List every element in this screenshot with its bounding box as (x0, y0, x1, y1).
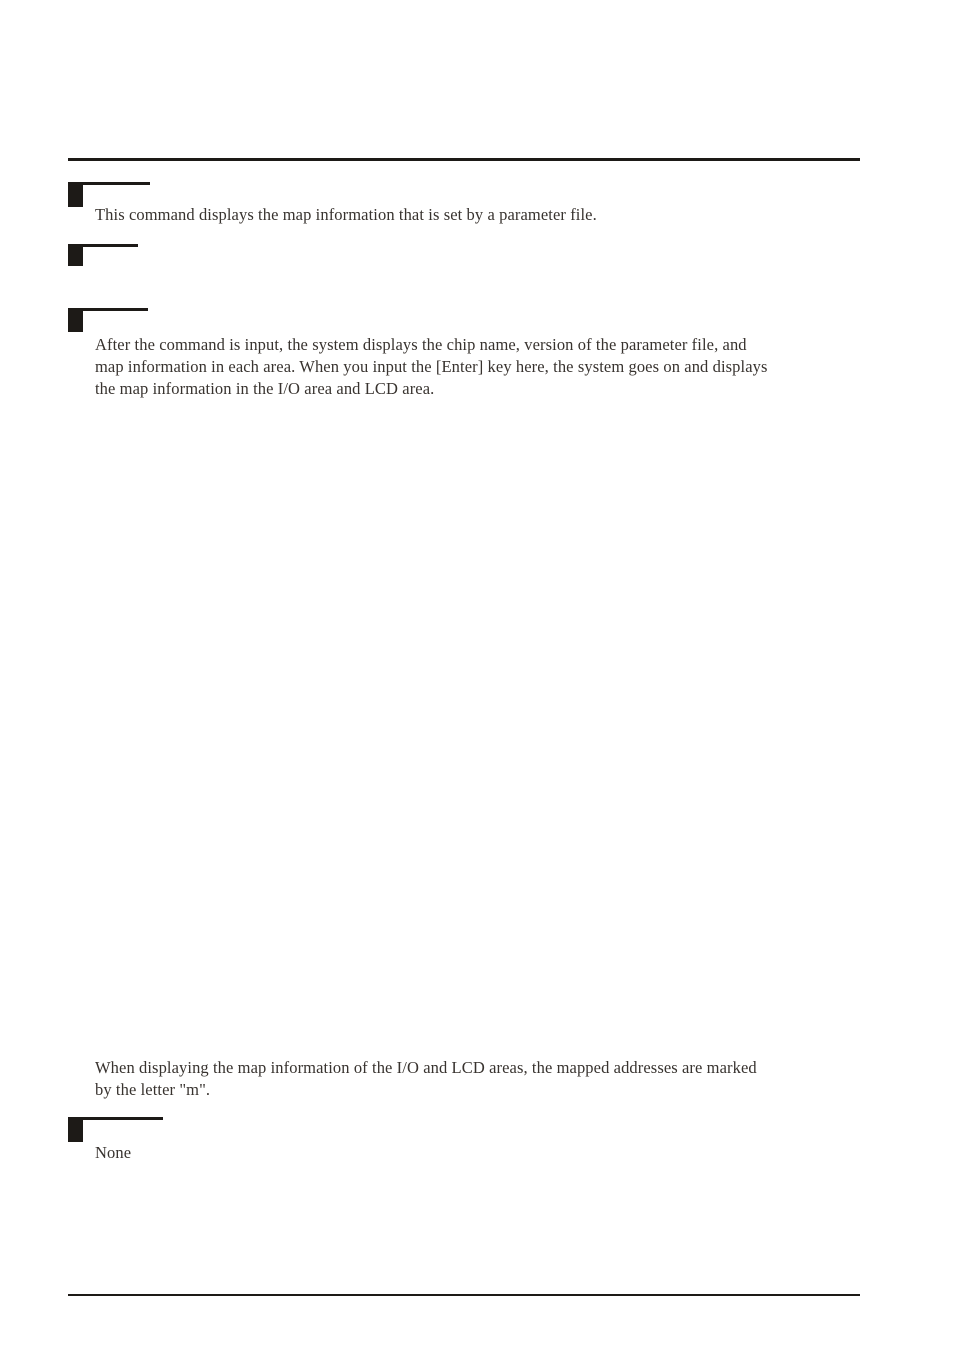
top-horizontal-rule (68, 158, 860, 161)
paragraph-note (95, 1057, 757, 1101)
paragraph-line: After the command is input, the system displays the chip name, version of the parameter file, and (95, 335, 747, 354)
bottom-horizontal-rule (68, 1294, 860, 1296)
marker-square (68, 308, 83, 332)
marker-square (68, 244, 83, 266)
paragraph-line: by the letter "m". (95, 1080, 211, 1099)
paragraph-line: This command displays the map information that is set by a parameter file. (95, 205, 597, 224)
marker-square (68, 182, 83, 207)
paragraph-operation (95, 334, 768, 400)
marker-square (68, 1117, 83, 1142)
paragraph-description (95, 204, 597, 226)
paragraph-line: the map information in the I/O area and LCD area. (95, 379, 435, 398)
paragraph-none (95, 1142, 131, 1164)
paragraph-line: None (95, 1143, 132, 1162)
paragraph-line: When displaying the map information of the I/O and LCD areas, the mapped addresses are marked (95, 1058, 757, 1077)
paragraph-line: map information in each area. When you input the [Enter] key here, the system goes on and displays (95, 357, 768, 376)
